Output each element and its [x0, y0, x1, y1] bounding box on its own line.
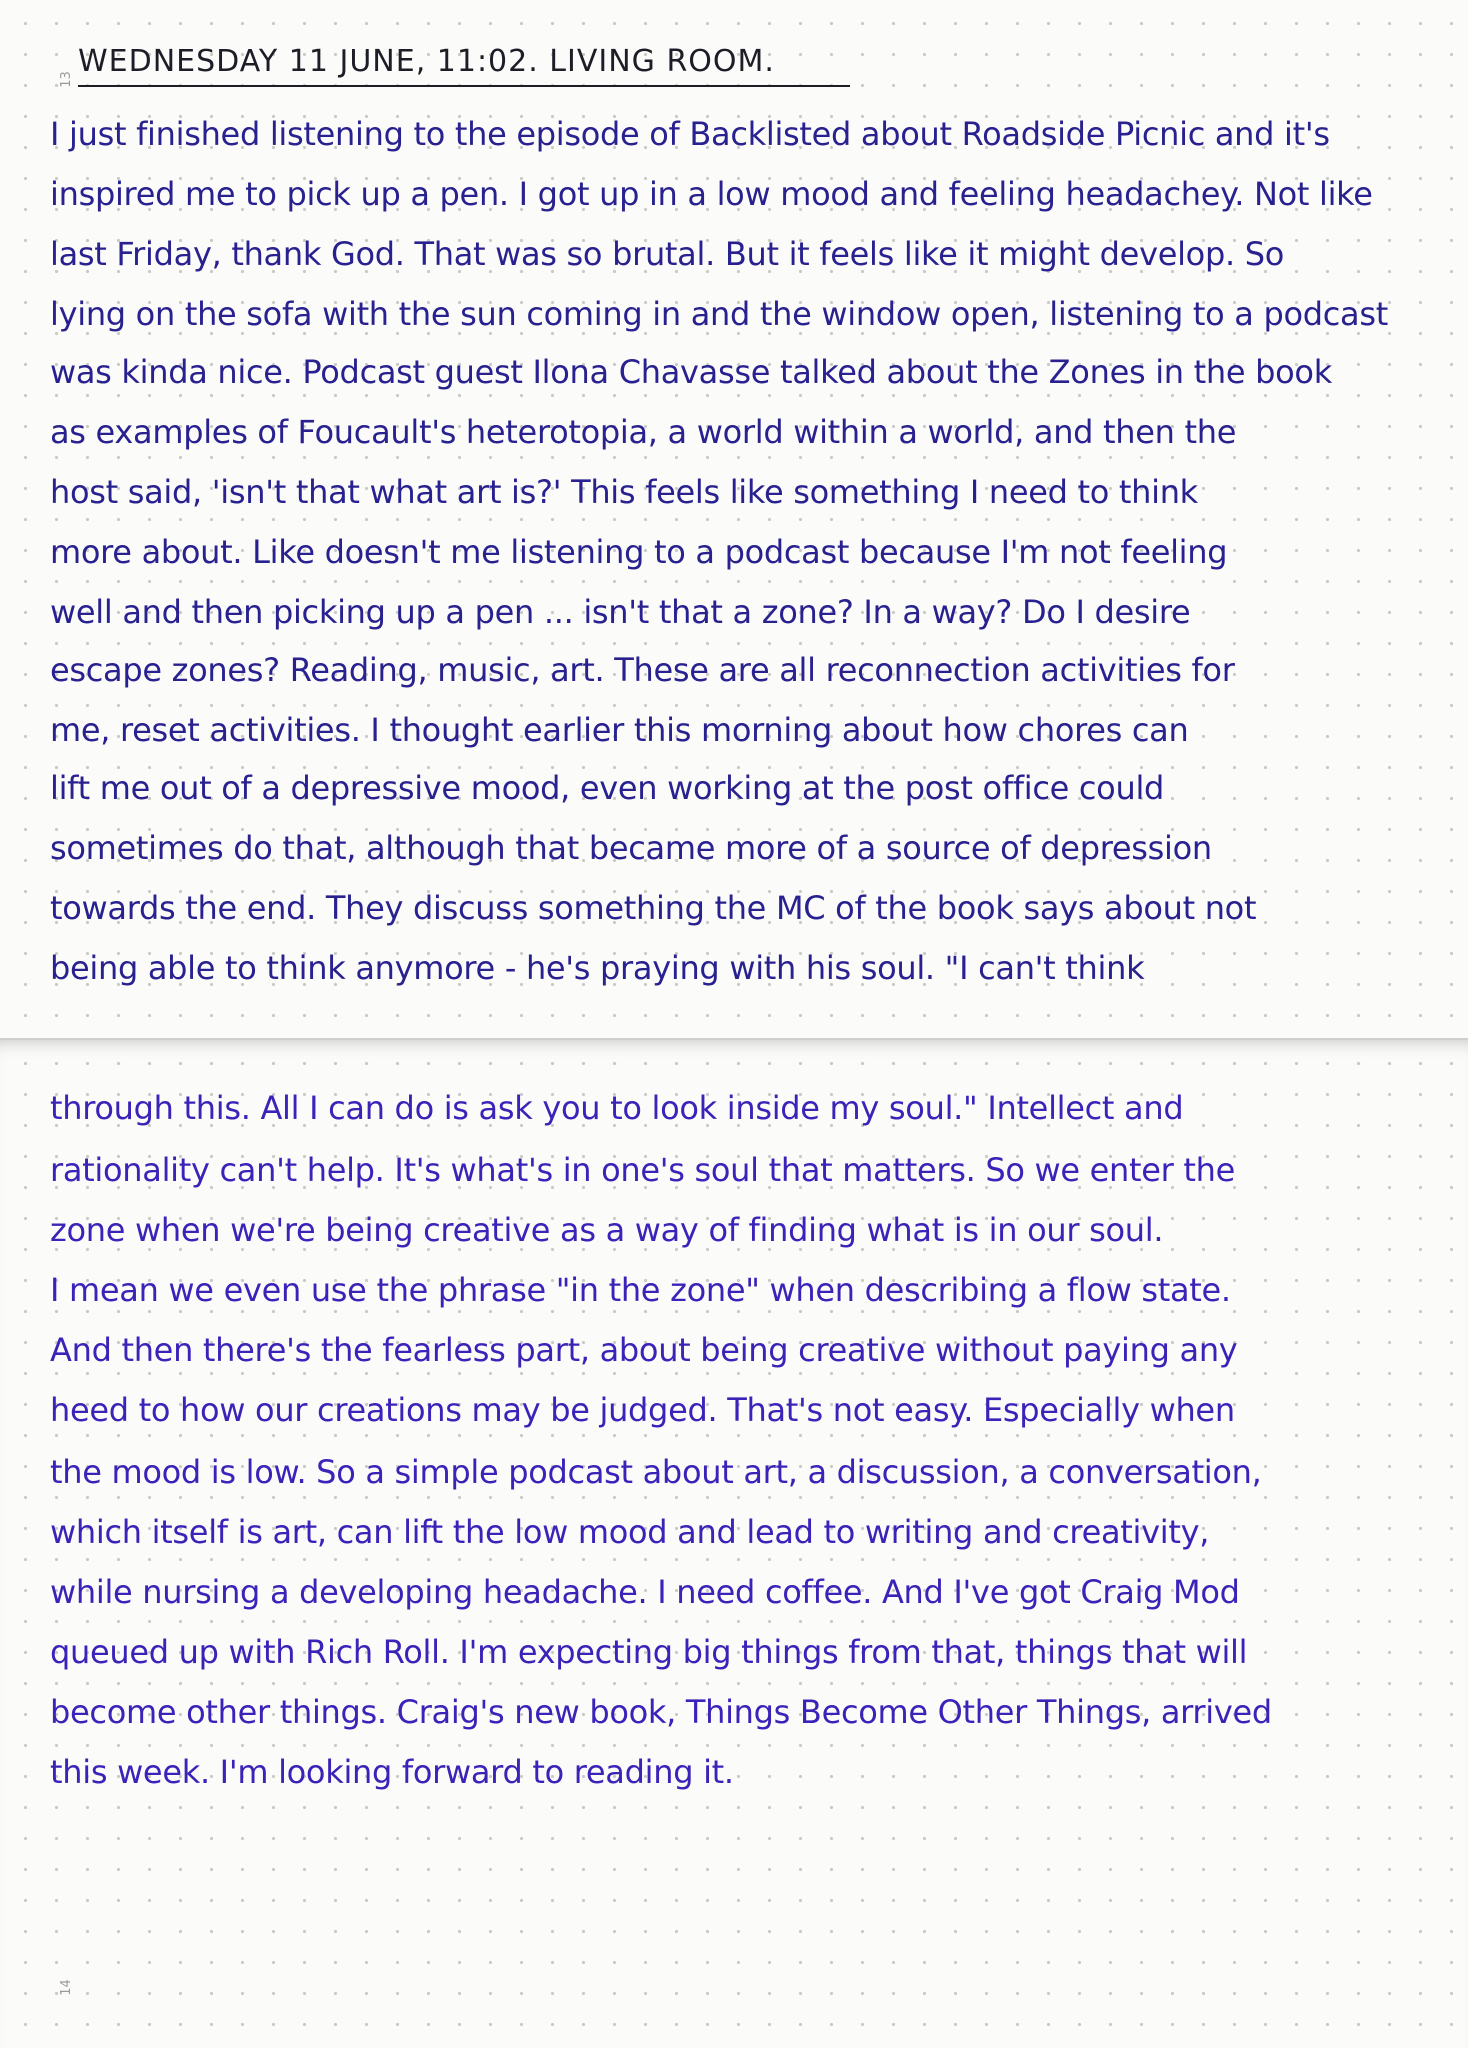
text-line: this week. I'm looking forward to reading it. — [50, 1753, 734, 1791]
text-line: lift me out of a depressive mood, even working at the post office could — [50, 769, 1165, 807]
text-line: towards the end. They discuss something the MC of the book says about not — [50, 889, 1257, 927]
page-number: 13 — [58, 71, 74, 88]
text-line: I mean we even use the phrase "in the zone" when describing a flow state. — [50, 1271, 1231, 1309]
page-number: 14 — [58, 1979, 74, 1996]
text-line: more about. Like doesn't me listening to a podcast because I'm not feeling — [50, 533, 1228, 571]
text-line: the mood is low. So a simple podcast about art, a discussion, a conversation, — [50, 1453, 1262, 1491]
text-line: sometimes do that, although that became more of a source of depression — [50, 829, 1212, 867]
text-line: become other things. Craig's new book, Things Become Other Things, arrived — [50, 1693, 1272, 1731]
text-line: well and then picking up a pen ... isn't that a zone? In a way? Do I desire — [50, 593, 1191, 631]
text-line: host said, 'isn't that what art is?' This feels like something I need to think — [50, 473, 1198, 511]
text-line: lying on the sofa with the sun coming in and the window open, listening to a podcast — [50, 295, 1388, 333]
text-line: And then there's the fearless part, about being creative without paying any — [50, 1331, 1238, 1369]
text-line: escape zones? Reading, music, art. These are all reconnection activities for — [50, 651, 1235, 689]
text-line: zone when we're being creative as a way of finding what is in our soul. — [50, 1211, 1164, 1249]
entry-heading: WEDNESDAY 11 JUNE, 11:02. LIVING ROOM. — [78, 44, 850, 87]
text-line: being able to think anymore - he's praying with his soul. "I can't think — [50, 949, 1145, 987]
text-line: while nursing a developing headache. I need coffee. And I've got Craig Mod — [50, 1573, 1240, 1611]
text-line: which itself is art, can lift the low mood and lead to writing and creativity, — [50, 1513, 1210, 1551]
text-line: me, reset activities. I thought earlier this morning about how chores can — [50, 711, 1189, 749]
text-line: heed to how our creations may be judged. That's not easy. Especially when — [50, 1391, 1235, 1429]
text-line: rationality can't help. It's what's in one's soul that matters. So we enter the — [50, 1151, 1235, 1189]
text-line: queued up with Rich Roll. I'm expecting big things from that, things that will — [50, 1633, 1248, 1671]
text-line: was kinda nice. Podcast guest Ilona Chavasse talked about the Zones in the book — [50, 353, 1332, 391]
text-line: through this. All I can do is ask you to look inside my soul." Intellect and — [50, 1089, 1184, 1127]
text-line: I just finished listening to the episode of Backlisted about Roadside Picnic and it's — [50, 115, 1330, 153]
text-line: as examples of Foucault's heterotopia, a world within a world, and then the — [50, 413, 1237, 451]
text-line: last Friday, thank God. That was so brutal. But it feels like it might develop. So — [50, 235, 1285, 273]
text-line: inspired me to pick up a pen. I got up in a low mood and feeling headachey. Not like — [50, 175, 1373, 213]
notebook-page-bottom — [0, 1040, 1468, 2048]
